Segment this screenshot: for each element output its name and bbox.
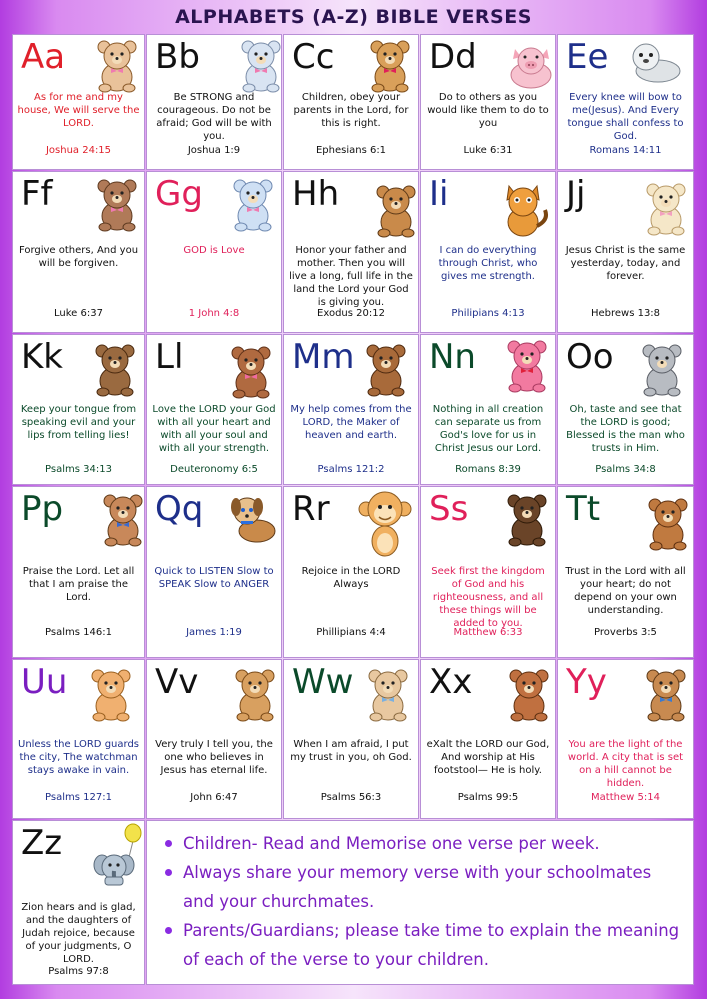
card-verse: Unless the LORD guards the city, The watchman stays awake in vain.	[18, 739, 139, 776]
card-verse: I can do everything through Christ, who gives me strength.	[438, 245, 538, 282]
card-letter: Qq	[155, 489, 204, 529]
card-reference: Psalms 146:1	[45, 627, 112, 638]
bullet-icon	[165, 869, 172, 876]
verse-card-m	[283, 334, 419, 485]
card-letter: Mm	[292, 337, 355, 377]
verse-card-z	[12, 820, 145, 985]
verse-card-k	[12, 334, 145, 485]
card-verse: Seek first the kingdom of God and his righteousness, and all these things will be added to you.	[431, 566, 545, 629]
card-letter: Kk	[21, 337, 63, 377]
patchwork-bear-icon	[362, 666, 414, 726]
pink-dress-bear-icon	[91, 37, 143, 97]
card-verse: Very truly I tell you, the one who believes in Jesus has eternal life.	[155, 739, 273, 776]
verse-card-j	[557, 171, 694, 333]
card-letter: Ee	[566, 37, 609, 77]
verse-card-q	[146, 486, 282, 658]
standing-bear-icon	[642, 495, 694, 555]
instruction-text: Always share your memory verse with your schoolmates and your churchmates.	[183, 863, 652, 911]
card-reference: Psalms 99:5	[457, 792, 519, 803]
seal-icon	[628, 39, 682, 89]
card-verse: Love the LORD your God with all your heart and with all your soul and with all your strength.	[152, 404, 276, 454]
card-verse: When I am afraid, I put my trust in you, oh God.	[290, 739, 412, 763]
card-reference: Romans 8:39	[455, 464, 521, 475]
card-verse: Trust in the Lord with all your heart; do not depend on your own understanding.	[565, 566, 686, 616]
bear-with-tie-icon	[97, 491, 145, 551]
verse-card-f	[12, 171, 145, 333]
card-reference: Psalms 56:3	[320, 792, 382, 803]
card-reference: Philipians 4:13	[451, 308, 525, 319]
card-letter: Hh	[292, 174, 340, 214]
verse-card-u	[12, 659, 145, 819]
card-reference: John 6:47	[190, 792, 238, 803]
card-letter: Ll	[155, 337, 184, 377]
bear-on-stump-icon	[503, 666, 555, 726]
card-verse: You are the light of the world. A city that is set on a hill cannot be hidden.	[567, 739, 684, 789]
card-letter: Aa	[21, 37, 66, 77]
verse-card-x	[420, 659, 556, 819]
card-reference: Phillipians 4:4	[316, 627, 386, 638]
instruction-text: Parents/Guardians; please take time to explain the meaning of each of the verse to your children.	[183, 921, 680, 969]
card-letter: Jj	[566, 174, 586, 214]
card-reference: Proverbs 3:5	[594, 627, 657, 638]
card-verse: Every knee will bow to me(Jesus). And Every tongue shall confess to God.	[567, 92, 684, 142]
verse-card-h	[283, 171, 419, 333]
orange-cat-icon	[497, 180, 551, 242]
card-letter: Zz	[21, 823, 63, 863]
card-letter: Rr	[292, 489, 330, 529]
card-letter: Yy	[566, 662, 607, 702]
bullet-icon	[165, 927, 172, 934]
verse-card-t	[557, 486, 694, 658]
instruction-item	[165, 916, 685, 974]
bullet-icon	[165, 840, 172, 847]
card-reference: James 1:19	[186, 627, 242, 638]
verse-card-l	[146, 334, 282, 485]
card-letter: Vv	[155, 662, 199, 702]
instruction-item	[165, 829, 685, 858]
brown-bear-bow-icon	[91, 176, 143, 236]
card-letter: Pp	[21, 489, 64, 529]
card-verse: Oh, taste and see that the LORD is good; Blessed is the man who trusts in Him.	[566, 404, 685, 454]
small-tan-bear-icon	[229, 666, 281, 726]
instruction-item	[165, 858, 685, 916]
card-reference: Luke 6:31	[463, 145, 513, 156]
card-reference: 1 John 4:8	[188, 308, 240, 319]
monkey-icon	[356, 489, 414, 565]
card-letter: Xx	[429, 662, 473, 702]
card-reference: Psalms 97:8	[48, 966, 109, 977]
card-verse: Praise the Lord. Let all that I am praise the Lord.	[22, 566, 135, 603]
card-reference: Joshua 24:15	[45, 145, 112, 156]
card-verse: Children, obey your parents in the Lord, for this is right.	[293, 92, 409, 129]
bear-pink-heart-icon	[225, 343, 277, 403]
puppy-icon	[227, 491, 282, 551]
card-verse: Rejoice in the LORD Always	[301, 566, 401, 590]
card-letter: Nn	[429, 337, 476, 377]
card-letter: Gg	[155, 174, 203, 214]
card-letter: Cc	[292, 37, 335, 77]
blue-bear-pink-bow-icon	[235, 37, 282, 97]
bear-with-shorts-icon	[640, 666, 692, 726]
cream-bear-heart-icon	[640, 180, 692, 240]
card-reference: Psalms 34:13	[45, 464, 112, 475]
verse-card-o	[557, 334, 694, 485]
verse-card-a	[12, 34, 145, 170]
card-letter: Tt	[566, 489, 601, 529]
card-reference: Psalms 127:1	[45, 792, 112, 803]
instruction-text: Children- Read and Memorise one verse per week.	[183, 834, 600, 853]
verse-card-w	[283, 659, 419, 819]
instructions-list	[147, 821, 693, 974]
card-verse: Nothing in all creation can separate us from God's love for us in Christ Jesus our Lord.	[432, 404, 544, 454]
card-letter: Ww	[292, 662, 354, 702]
grey-bear-icon	[636, 341, 688, 401]
card-reference: Deuteronomy 6:5	[170, 464, 258, 475]
verse-card-v	[146, 659, 282, 819]
dark-brown-bear-icon	[501, 491, 553, 551]
verse-card-d	[420, 34, 556, 170]
card-verse: Jesus Christ is the same yesterday, today, and forever.	[565, 245, 686, 282]
card-reference: Ephesians 6:1	[315, 145, 387, 156]
card-reference: Psalms 121:2	[317, 464, 385, 475]
verse-card-e	[557, 34, 694, 170]
card-reference: Romans 14:11	[589, 145, 662, 156]
verse-card-i	[420, 171, 556, 333]
pink-bear-love-heart-icon	[501, 337, 553, 397]
card-reference: Exodus 20:12	[317, 308, 385, 319]
card-verse: Honor your father and mother. Then you will live a long, full life in the land the Lord your God is giving you.	[289, 245, 413, 308]
page-title: ALPHABETS (A-Z) BIBLE VERSES	[175, 6, 532, 28]
card-letter: Bb	[155, 37, 200, 77]
instructions-panel	[146, 820, 694, 985]
verse-card-b	[146, 34, 282, 170]
card-verse: Quick to LISTEN Slow to SPEAK Slow to ANGER	[154, 566, 274, 590]
verse-card-r	[283, 486, 419, 658]
small-bear-icon	[370, 182, 419, 242]
pig-icon	[505, 41, 556, 95]
verse-card-s	[420, 486, 556, 658]
card-reference: Matthew 6:33	[453, 627, 523, 638]
verse-card-n	[420, 334, 556, 485]
card-reference: Hebrews 13:8	[590, 308, 661, 319]
teddy-bear-pink-ribbon-icon	[364, 37, 416, 97]
card-verse: As for me and my house, We will serve the LORD.	[17, 92, 140, 129]
card-verse: Do to others as you would like them to do to you	[427, 92, 549, 129]
blue-bear-bow-icon	[227, 176, 279, 236]
bear-with-stick-icon	[85, 666, 137, 726]
card-verse: GOD is Love	[183, 245, 245, 256]
verse-card-y	[557, 659, 694, 819]
verse-card-g	[146, 171, 282, 333]
card-reference: Luke 6:37	[54, 308, 103, 319]
card-letter: Ss	[429, 489, 469, 529]
waving-bear-icon	[360, 341, 412, 401]
card-verse: Keep your tongue from speaking evil and your lips from telling lies!	[20, 404, 137, 441]
brown-bear-sitting-icon	[89, 341, 141, 401]
verse-card-p	[12, 486, 145, 658]
card-reference: Psalms 34:8	[595, 464, 656, 475]
card-verse: My help comes from the LORD, the Maker of heaven and earth.	[290, 404, 412, 441]
card-verse: Forgive others, And you will be forgiven.	[18, 245, 139, 269]
card-letter: Dd	[429, 37, 477, 77]
card-letter: Oo	[566, 337, 614, 377]
card-verse: Be STRONG and courageous. Do not be afraid; God will be with you.	[156, 92, 272, 142]
card-reference: Joshua 1:9	[187, 145, 241, 156]
card-letter: Ff	[21, 174, 53, 214]
elephant-balloon-icon	[93, 823, 143, 893]
card-verse: eXalt the LORD our God, And worship at His footstool— He is holy.	[426, 739, 550, 776]
card-verse: Zion hears and is glad, and the daughters of Judah rejoice, because of your judgments, O LORD.	[21, 902, 136, 965]
card-letter: Ii	[429, 174, 449, 214]
card-letter: Uu	[21, 662, 68, 702]
verse-card-c	[283, 34, 419, 170]
card-reference: Matthew 5:14	[591, 792, 660, 803]
